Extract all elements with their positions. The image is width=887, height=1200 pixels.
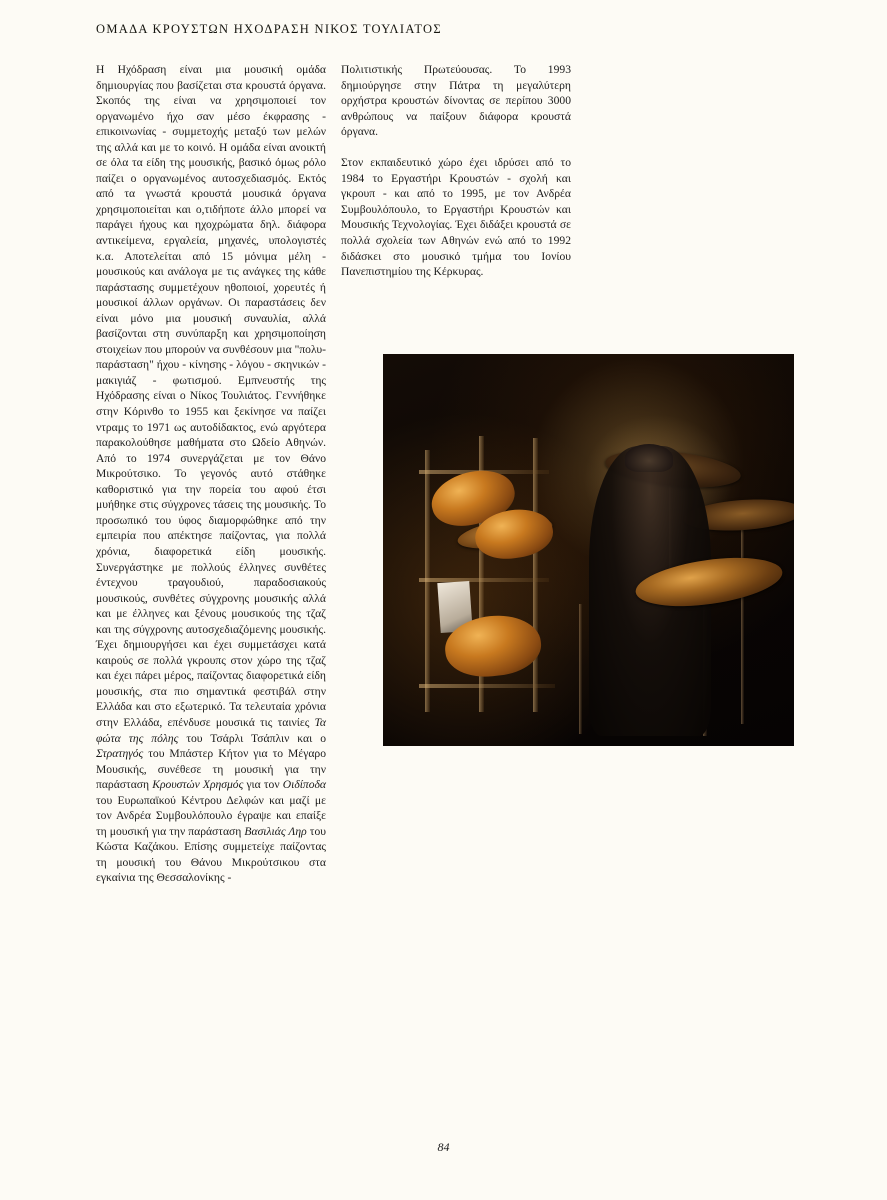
left-text-2: του Τσάρλι Τσάπλιν και ο <box>178 731 326 745</box>
left-text-4: για τον <box>243 778 283 792</box>
rack-horizontal-2 <box>419 578 549 582</box>
column-left <box>96 62 326 886</box>
left-italic-2: Στρατηγός <box>96 747 144 761</box>
left-text-3: του Μπάστερ Κήτον για το Μέγαρο Μουσικής, συνέθεσε τη μουσική για την παράσταση <box>96 747 326 792</box>
left-italic-4: Οιδίποδα <box>282 778 327 792</box>
rack-horizontal-3 <box>419 684 555 688</box>
cymbal-stand-3 <box>741 524 744 724</box>
right-paragraph-1: Πολιτιστικής Πρωτεύουσας. Το 1993 δημιούργησε στην Πάτρα τη μεγαλύτερη ορχήστρα κρουστών δίνοντας σε περίπου 3000 ανθρώπους να παίξουν διάφορα κρουστά όργανα. <box>341 63 571 139</box>
column-right <box>341 62 571 280</box>
left-italic-3: Κρουστών Χρησμός <box>152 778 244 792</box>
left-text-1: Η Ηχόδραση είναι μια μουσική ομάδα δημιουργίας που βασίζεται στα κρουστά όργανα. Σκοπός της είναι να χρησιμοποιεί τον οργανωμένο ήχο σαν μέσο έκφρασης - επικοινωνίας - συμμετοχής μεταξύ των μελών της αλλά και με το κοινό. Η ομάδα είναι ανοικτή σε όλα τα είδη της μουσικής, βασικό όμως ρόλο παίζει ο οργανωμένος αυτοσχεδιασμός. Εκτός από τα γνωστά κρουστά μουσικά όργανα χρησιμοποιείται και ο,τιδήποτε άλλο μπορεί να παράγει ήχους και ηχοχρώματα δηλ. διάφορα αντικείμενα, εργαλεία, μηχανές, υπολογιστές κ.α. Αποτελείται από 15 μόνιμα μέλη - μουσικούς και ανάλογα με τις ανάγκες της κάθε παράστασης συμμετέχουν ηθοποιοί, χορευτές ή μουσικοί άλλων οργάνων. Οι παραστάσεις δεν είναι μόνο μια μουσική συναυλία, αλλά βασίζονται στη συνύπαρξη και χρησιμοποίηση στοιχείων που μπορούν να συνθέσουν μια "πολυ-παράσταση" ήχου - κίνησης - λόγου - σκηνικών - μακιγιάζ - φωτισμού. Εμπνευστής της Ηχόδρασης είναι ο Νίκος Τουλιάτος. Γεννήθηκε στην Κόρινθο το 1955 και ξεκίνησε να παίζει ντραμς το 1971 ως αυτοδίδακτος, ενώ αργότερα παρακολούθησε μαθήματα στο Ωδείο Αθηνών. Από το 1974 συνεργάζεται με τον Θάνο Μικρούτσικο. Το γεγονός αυτό στάθηκε καθοριστικό για την πορεία του αφού έτσι μυήθηκε στις σύγχρονες τάσεις της μουσικής. Το προσωπικό του ύφος διαμορφώθηκε από την εμπειρία που απέκτησε παίζοντας, για πολλά χρόνια, διαφορετικά είδη μουσικής. Συνεργάστηκε με πολλούς έλληνες συνθέτες έντεχνου τραγουδιού, παραδοσιακούς μουσικούς, συνθέτες σύγχρονης μουσικής αλλά και με έλληνες και ξένους μουσικούς της τζαζ και της σύγχρονης αυτοσχεδιαζόμενης μουσικής. Έχει δημιουργήσει και έχει συμμετάσχει κατά καιρούς σε πολλά γκρουπς στον χώρο της τζαζ και έχει πάρει μέρος, παίζοντας διαφορετικά είδη μουσικής, στα πιο σημαντικά φεστιβάλ στην Ελλάδα και στο εξωτερικό. Τα τελευταία χρόνια στην Ελλάδα, επένδυσε μουσικά τις ταινίες <box>96 63 326 729</box>
page-number: 84 <box>437 1140 450 1154</box>
mic-stand <box>579 604 582 734</box>
musician-hair <box>625 444 673 472</box>
left-italic-1: Τα φώτα της πόλης <box>96 715 326 745</box>
right-paragraph-2: Στον εκπαιδευτικό χώρο έχει ιδρύσει από το 1984 το Εργαστήρι Κρουστών - σχολή και γκρουπ - και από το 1995, με τον Ανδρέα Συμβουλόπουλο, το Εργαστήρι Κρουστών και Μουσικής Τεχνολογίας. Έχει διδάξει κρουστά σε πολλά σχολεία των Αθηνών ενώ από το 1992 διδάσκει στο μουσικό τμήμα του Ιονίου Πανεπιστημίου της Κέρκυρας. <box>341 156 571 279</box>
column-left-paragraph <box>96 62 326 886</box>
page-header: ΟΜΑΔΑ ΚΡΟΥΣΤΩΝ ΗΧΟΔΡΑΣΗ ΝΙΚΟΣ ΤΟΥΛΙΑΤΟΣ <box>96 22 442 36</box>
left-text-5: του Ευρωπαϊκού Κέντρου Δελφών και μαζί με τον Ανδρέα Συμβουλόπουλο έγραψε και επαίξε τη μουσική για την παράσταση <box>96 793 326 838</box>
performance-photo <box>383 354 794 746</box>
left-text-6: του Κώστα Καζάκου. Επίσης συμμετείχε παίζοντας τη μουσική του Θάνου Μικρούτσικου στα εγκαίνια της Θεσσαλονίκης - <box>96 824 326 885</box>
left-italic-5: Βασιλιάς Ληρ <box>244 824 307 838</box>
rack-vertical-3 <box>533 438 538 712</box>
